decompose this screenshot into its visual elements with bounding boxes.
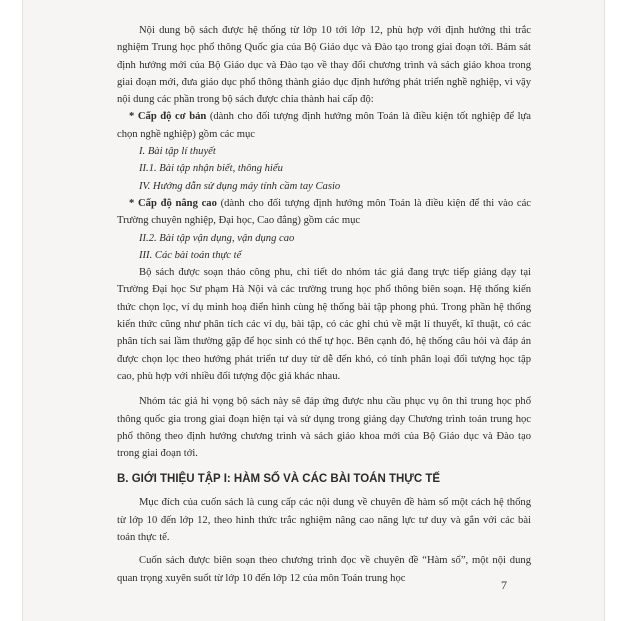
basic-item-3: IV. Hướng dẫn sử dụng máy tính cầm tay Casio — [139, 180, 341, 192]
advanced-item-2: III. Các bài toán thực tế — [139, 249, 242, 261]
basic-item-1: I. Bài tập lí thuyết — [139, 146, 216, 158]
basic-level-paragraph — [117, 108, 531, 143]
advanced-level-text: (dành cho đối tượng định hướng môn Toán là điều kiện để thi vào các Trường chuyên nghiệp, Đại học, Cao đẳng) gồm các mục — [117, 197, 531, 227]
intro-paragraph: Nội dung bộ sách được hệ thống từ lớp 10 tới lớp 12, phù hợp với định hướng thi trắc nghiệm Trung học phổ thông Quốc gia của Bộ Giáo dục và Đào tạo trong giai đoạn tới. Bám sát định hướng mới của Bộ Giáo dục và Đào tạo về thay đổi chương trình và sách giáo khoa trong giai đoạn mới, đưa giáo dục phổ thông thành giáo dục định hướng phát triển nghề nghiệp, vì vậy nội dung các phần trong bộ sách được chia thành hai cấp độ: — [117, 25, 531, 106]
basic-item-2: II.1. Bài tập nhận biết, thông hiểu — [139, 163, 283, 175]
advanced-level-paragraph — [117, 195, 531, 230]
page-body — [117, 22, 531, 587]
authors-paragraph: Bộ sách được soạn thảo công phu, chi tiết do nhóm tác giả đang trực tiếp giảng dạy tại Trường Đại học Sư phạm Hà Nội và các trường trung học phổ thông biên soạn. Hệ thống kiến thức chọn lọc, ví dụ minh hoạ điển hình cùng hệ thống bài tập phong phú. Trong phần hệ thống kiến thức cũng như phân tích các ví dụ, bài tập, có các ghi chú về mặt lí thuyết, kĩ thuật, có các phân tích sai lầm thường gặp để học sinh có thể tự học. Bên cạnh đó, hệ thống câu hỏi và đáp án được chọn lọc theo hướng phát triển tư duy từ dễ đến khó, có tính phân loại đối tượng học tập cao, phù hợp với nhiều đối tượng độc giả khác nhau. — [117, 267, 531, 382]
basic-level-text: (dành cho đối tượng định hướng môn Toán là điều kiện tốt nghiệp để lựa chọn nghề nghiệp) gồm các mục — [117, 111, 531, 140]
hope-paragraph: Nhóm tác giả hi vọng bộ sách này sẽ đáp ứng được nhu cầu phục vụ ôn thi trung học phổ thông quốc gia trong giai đoạn hiện tại và sử dụng trong giảng dạy Chương trình toán trung học phổ thông theo định hướng chương trình và sách giáo khoa mới của Bộ Giáo dục và Đào tạo trong giai đoạn tới. — [117, 396, 531, 460]
advanced-level-label: * Cấp độ nâng cao — [129, 197, 217, 209]
purpose-paragraph: Mục đích của cuốn sách là cung cấp các nội dung về chuyên đề hàm số một cách hệ thống từ lớp 10 đến lớp 12, theo hình thức trắc nghiệm nâng cao năng lực tư duy và gắn với các bài toán thực tế. — [117, 497, 531, 544]
compilation-paragraph: Cuốn sách được biên soạn theo chương trình đọc về chuyên đề “Hàm số”, một nội dung quan trọng xuyên suốt từ lớp 10 đến lớp 12 của môn Toán trung học — [117, 555, 531, 584]
section-b-heading: B. GIỚI THIỆU TẬP I: HÀM SỐ VÀ CÁC BÀI TOÁN THỰC TẾ — [117, 473, 441, 486]
basic-level-label: * Cấp độ cơ bản — [129, 111, 207, 123]
advanced-item-1: II.2. Bài tập vận dụng, vận dụng cao — [139, 232, 295, 244]
page-number: 7 — [501, 578, 507, 592]
book-page — [22, 0, 605, 621]
